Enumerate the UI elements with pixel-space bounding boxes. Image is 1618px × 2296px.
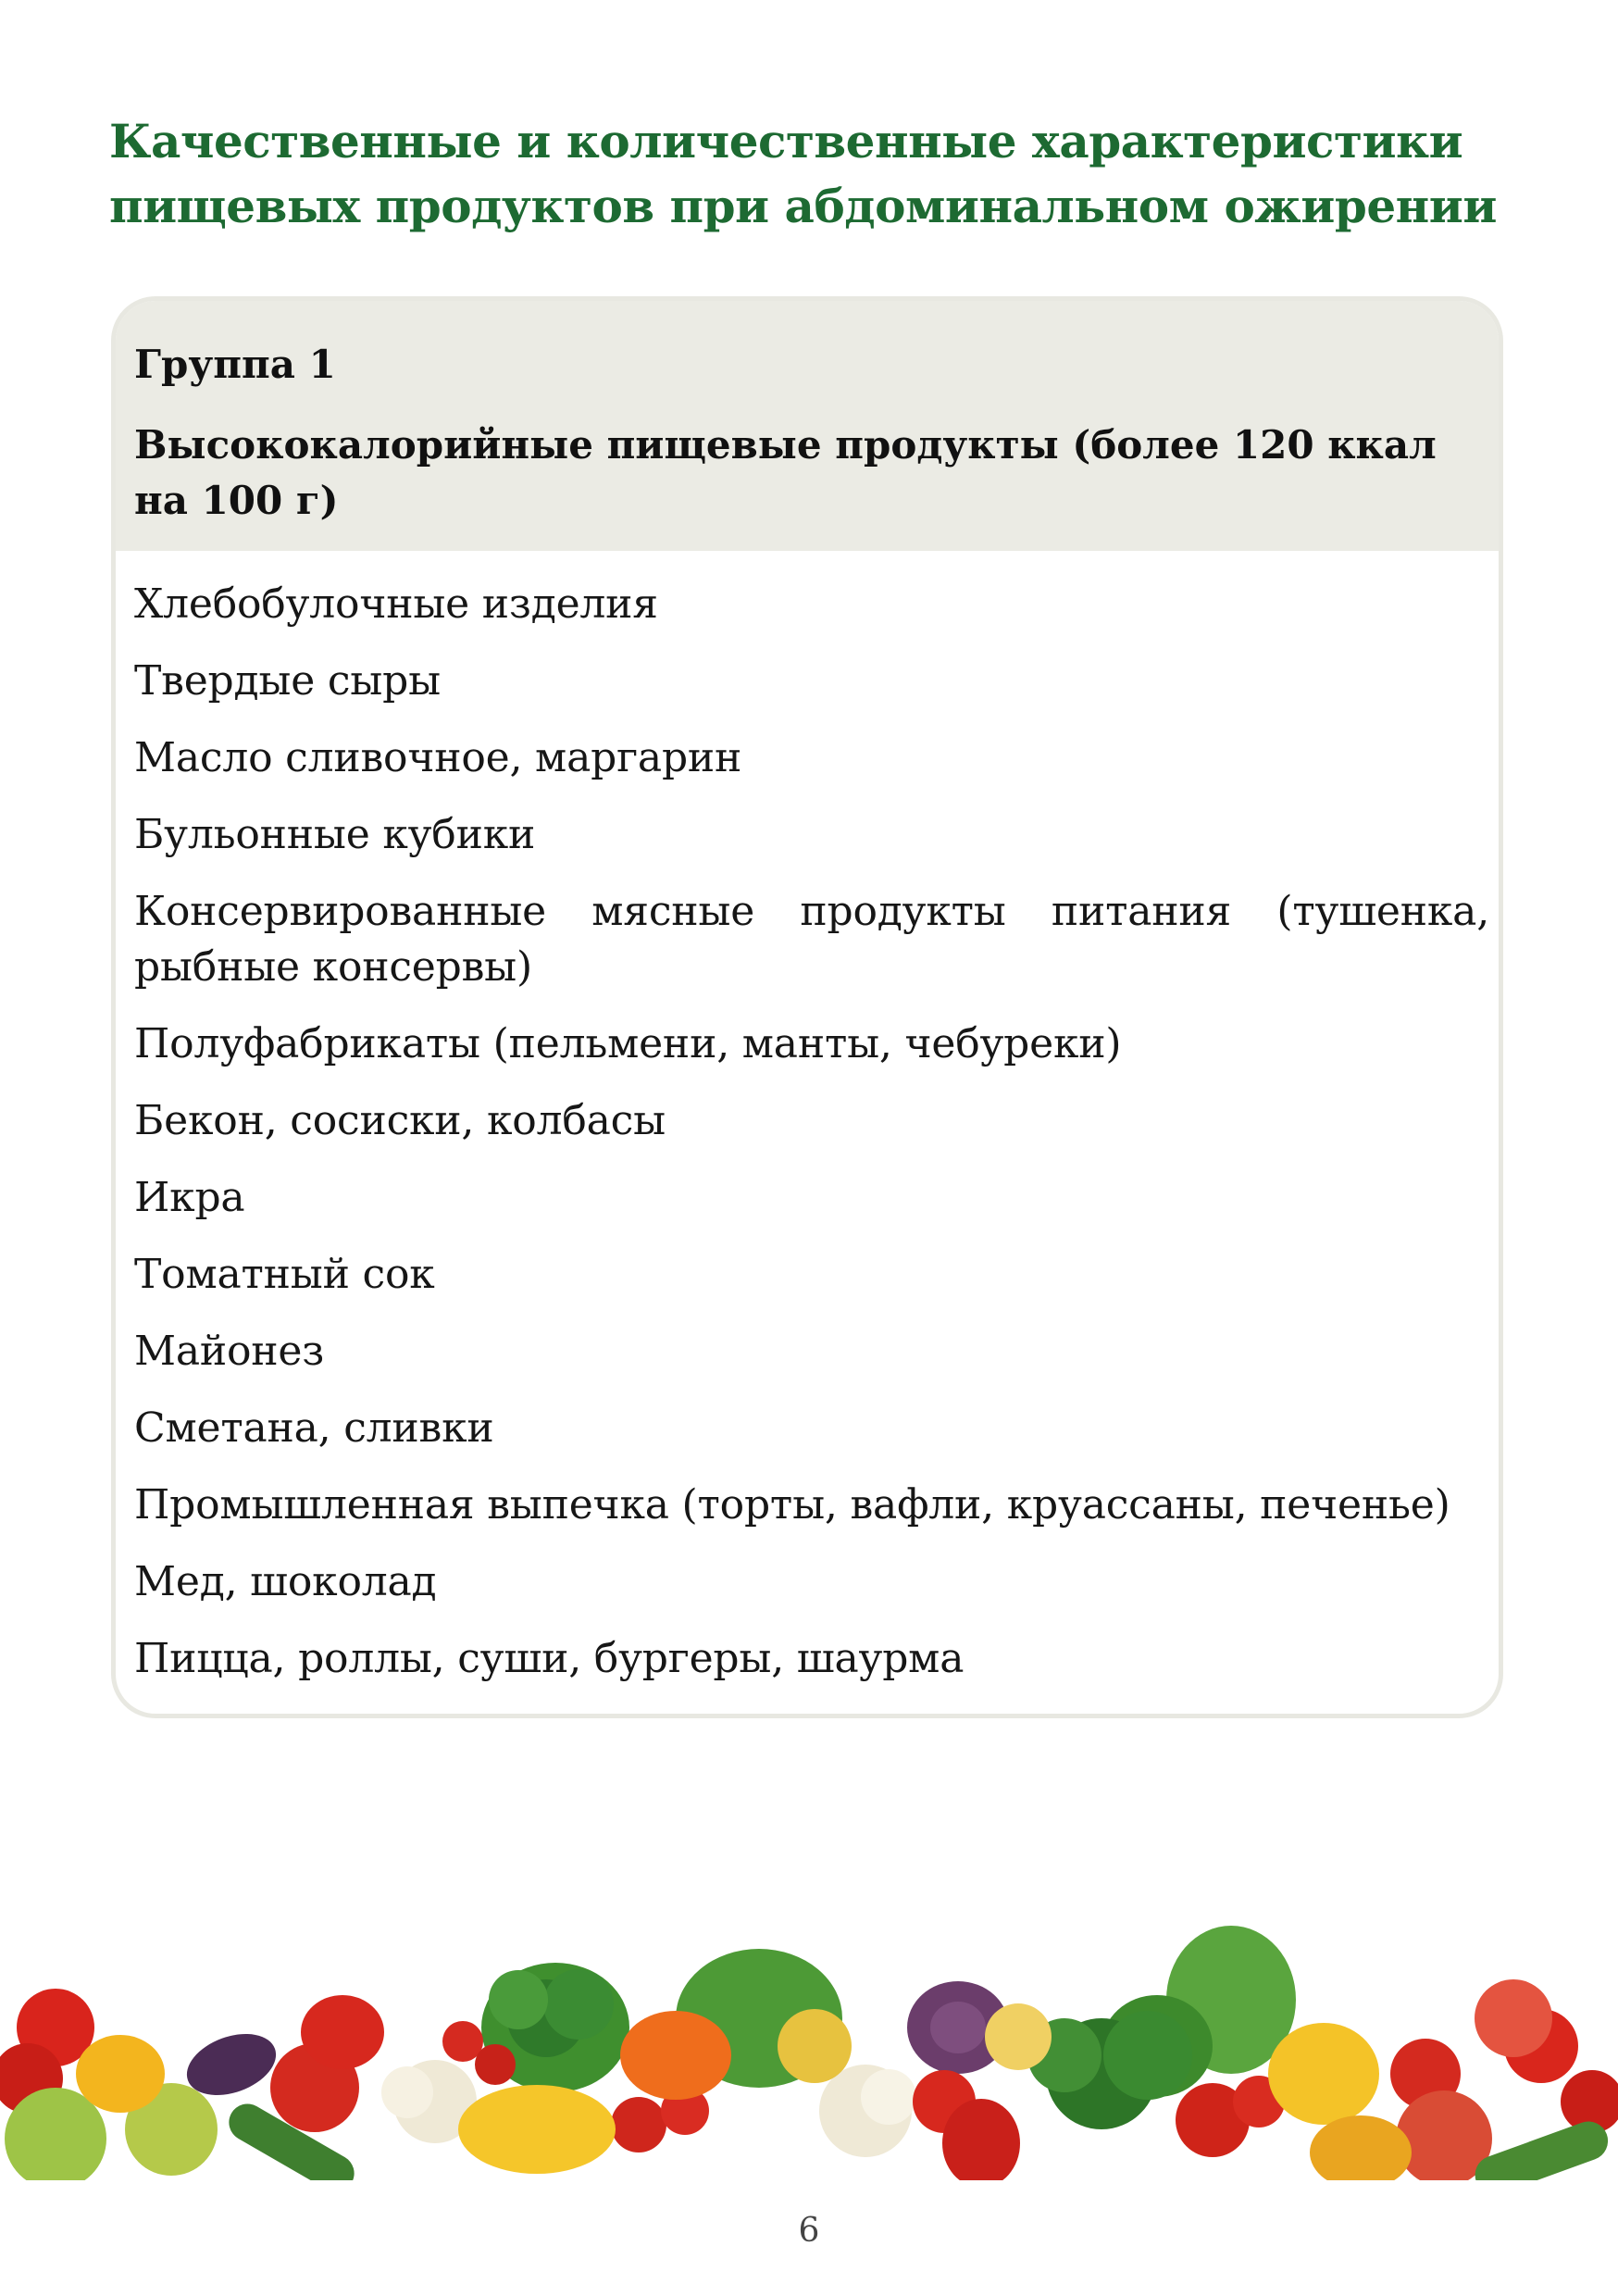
vegetables-illustration [0, 1926, 1618, 2194]
list-item: Пицца, роллы, суши, бургеры, шаурма [134, 1635, 965, 1682]
list-item: Икра [134, 1174, 245, 1221]
food-list [134, 577, 1489, 1708]
list-item: Сметана, сливки [134, 1404, 494, 1452]
group-label: Группа 1 [134, 342, 336, 387]
list-item: Бульонные кубики [134, 811, 536, 858]
list-item: Мед, шоколад [134, 1558, 437, 1605]
page-number: 6 [798, 2212, 820, 2250]
list-item: Бекон, сосиски, колбасы [134, 1097, 666, 1144]
list-item: Твердые сыры [134, 657, 441, 705]
list-item: Промышленная выпечка (торты, вафли, круассаны, печенье) [134, 1481, 1450, 1529]
list-item: Томатный сок [134, 1251, 435, 1298]
page-title: Качественные и количественные характеристики пищевых продуктов при абдоминальном ожирении [109, 114, 1497, 233]
list-item: Масло сливочное, маргарин [134, 734, 742, 781]
list-item: Хлебобулочные изделия [134, 580, 658, 628]
list-item: Консервированные мясные продукты питания (тушенка, рыбные консервы) [134, 888, 1489, 991]
list-item: Майонез [134, 1328, 325, 1375]
card-header [116, 301, 1499, 551]
group-description: Высококалорийные пищевые продукты (более 120 ккал на 100 г) [134, 422, 1437, 523]
food-group-card [111, 296, 1503, 1718]
list-item: Полуфабрикаты (пельмени, манты, чебуреки) [134, 1020, 1122, 1067]
